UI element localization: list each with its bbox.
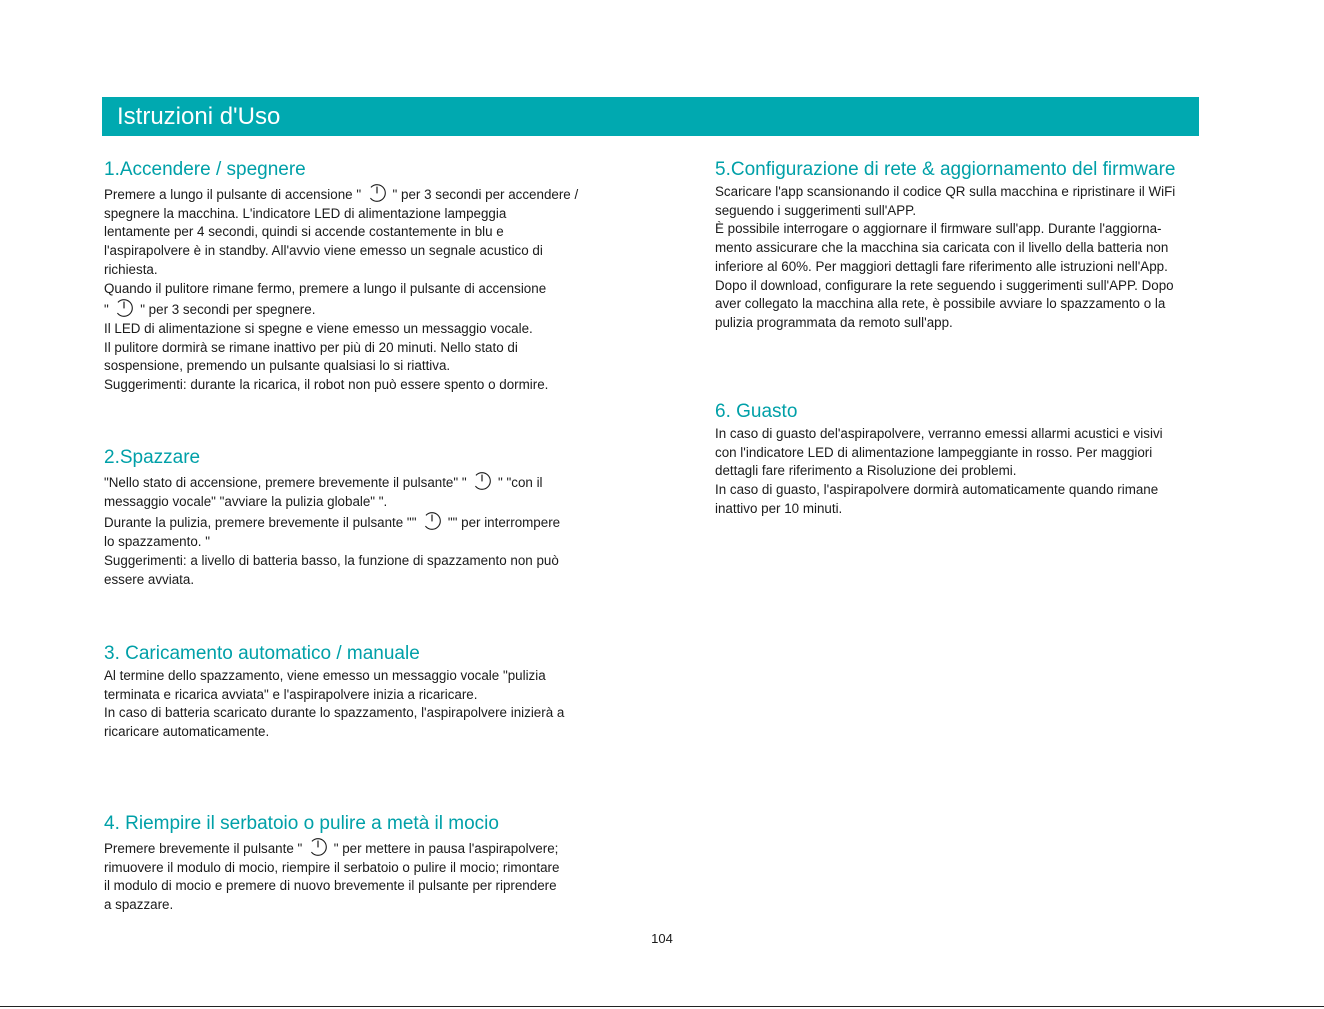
text-run: lo spazzamento. "	[104, 534, 210, 550]
text-line	[104, 471, 624, 493]
text-run: "	[104, 302, 113, 318]
section-charging	[104, 642, 624, 742]
text-line	[715, 239, 1235, 258]
section-fill-tank	[104, 812, 624, 915]
text-line	[104, 376, 624, 395]
text-run: Durante la pulizia, premere brevemente il pulsante ""	[104, 515, 421, 531]
text-line	[715, 258, 1235, 277]
text-line	[715, 183, 1235, 202]
text-line	[715, 220, 1235, 239]
section-network-firmware	[715, 158, 1235, 333]
text-line	[715, 444, 1235, 463]
page-number: 104	[651, 931, 673, 946]
text-run: mento assicurare che la macchina sia caricata con il livello della batteria non	[715, 240, 1169, 256]
text-line	[104, 242, 624, 261]
section-sweeping	[104, 446, 624, 589]
power-icon	[114, 298, 134, 318]
text-run: sospensione, premendo un pulsante qualsiasi lo si riattiva.	[104, 358, 451, 374]
text-run: " per 3 secondi per spegnere.	[136, 302, 316, 318]
text-run: aver collegato la macchina alla rete, è possibile avviare lo spazzamento o la	[715, 296, 1166, 312]
text-line	[715, 277, 1235, 296]
text-run: " per 3 secondi per accendere /	[388, 187, 579, 202]
section-body	[104, 183, 624, 395]
text-line	[104, 859, 624, 878]
power-icon	[422, 511, 442, 531]
text-run: Suggerimenti: durante la ricarica, il robot non può essere spento o dormire.	[104, 377, 549, 393]
text-run: inferiore al 60%. Per maggiori dettagli fare riferimento alle istruzioni nell'App.	[715, 258, 1168, 274]
text-run: a spazzare.	[104, 897, 174, 913]
section-title: 4. Riempire il serbatoio o pulire a metà il mocio	[104, 813, 499, 834]
text-run: "" per interrompere	[444, 515, 561, 531]
text-run: spegnere la macchina. L'indicatore LED di alimentazione lampeggia	[104, 205, 507, 221]
text-line	[715, 202, 1235, 221]
text-line	[104, 298, 624, 320]
text-run: terminata e ricarica avviata" e l'aspirapolvere inizia a ricaricare.	[104, 686, 478, 702]
text-run: Il pulitore dormirà se rimane inattivo per più di 20 minuti. Nello stato di	[104, 339, 518, 355]
header-bar	[102, 97, 1199, 136]
text-run: richiesta.	[104, 261, 158, 277]
text-run: seguendo i suggerimenti sull'APP.	[715, 202, 917, 218]
text-run: Il LED di alimentazione si spegne e viene emesso un messaggio vocale.	[104, 320, 533, 336]
power-icon	[367, 183, 387, 203]
text-line	[715, 295, 1235, 314]
text-line	[104, 723, 624, 742]
text-line	[104, 223, 624, 242]
text-line	[104, 183, 624, 205]
text-line	[104, 704, 624, 723]
text-run: il modulo di mocio e premere di nuovo brevemente il pulsante per riprendere	[104, 878, 557, 894]
section-body	[715, 183, 1235, 333]
text-run: con l'indicatore LED di alimentazione lampeggiante in rosso. Per maggiori	[715, 444, 1153, 460]
text-line	[104, 205, 624, 224]
text-run: In caso di guasto del'aspirapolvere, verranno emessi allarmi acustici e visivi	[715, 426, 1163, 441]
text-line	[715, 425, 1235, 444]
text-run: Dopo il download, configurare la rete seguendo i suggerimenti sull'APP. Dopo	[715, 277, 1174, 293]
text-line	[104, 571, 624, 590]
text-line	[104, 686, 624, 705]
section-title: 5.Configurazione di rete & aggiornamento del firmware	[715, 159, 1176, 180]
section-fault	[715, 400, 1235, 519]
text-run: ricaricare automaticamente.	[104, 724, 270, 740]
section-title: 3. Caricamento automatico / manuale	[104, 643, 420, 664]
text-run: messaggio vocale" "avviare la pulizia globale" ".	[104, 493, 388, 509]
text-run: "Nello stato di accensione, premere brevemente il pulsante" "	[104, 475, 471, 490]
text-run: In caso di batteria scaricato durante lo spazzamento, l'aspirapolvere inizierà a	[104, 705, 565, 721]
text-line	[104, 837, 624, 859]
section-body	[104, 837, 624, 915]
text-run: dettagli fare riferimento a Risoluzione dei problemi.	[715, 463, 1017, 479]
text-line	[104, 667, 624, 686]
text-line	[104, 877, 624, 896]
page-title: Istruzioni d'Uso	[117, 103, 281, 130]
text-line	[104, 280, 624, 299]
text-line	[104, 533, 624, 552]
section-title: 1.Accendere / spegnere	[104, 159, 306, 180]
text-line	[104, 261, 624, 280]
section-title: 6. Guasto	[715, 401, 798, 422]
section-body	[715, 425, 1235, 519]
section-body	[104, 667, 624, 742]
text-run: " per mettere in pausa l'aspirapolvere;	[330, 841, 559, 856]
text-line	[715, 500, 1235, 519]
text-run: In caso di guasto, l'aspirapolvere dormirà automaticamente quando rimane	[715, 482, 1159, 498]
text-run: l'aspirapolvere è in standby. All'avvio viene emesso un segnale acustico di	[104, 243, 543, 259]
text-run: lentamente per 4 secondi, quindi si accende costantemente in blu e	[104, 224, 504, 240]
text-run: " "con il	[494, 475, 543, 490]
text-run: Premere brevemente il pulsante "	[104, 841, 306, 856]
text-run: Quando il pulitore rimane fermo, premere a lungo il pulsante di accensione	[104, 280, 547, 296]
text-line	[104, 511, 624, 533]
text-run: rimuovere il modulo di mocio, riempire il serbatoio o pulire il mocio; rimontare	[104, 859, 560, 875]
text-line	[715, 481, 1235, 500]
text-line	[104, 339, 624, 358]
text-run: Al termine dello spazzamento, viene emesso un messaggio vocale "pulizia	[104, 668, 546, 683]
text-line	[104, 320, 624, 339]
text-line	[715, 462, 1235, 481]
text-run: inattivo per 10 minuti.	[715, 500, 843, 516]
text-run: Scaricare l'app scansionando il codice QR sulla macchina e ripristinare il WiFi	[715, 184, 1176, 199]
text-line	[104, 896, 624, 915]
power-icon	[308, 837, 328, 857]
text-line	[715, 314, 1235, 333]
text-line	[104, 552, 624, 571]
section-body	[104, 471, 624, 589]
bottom-divider	[0, 1006, 1324, 1007]
text-line	[104, 357, 624, 376]
text-run: È possibile interrogare o aggiornare il firmware sull'app. Durante l'aggiorna-	[715, 221, 1162, 237]
text-run: essere avviata.	[104, 571, 195, 587]
text-run: Suggerimenti: a livello di batteria basso, la funzione di spazzamento non può	[104, 552, 559, 568]
section-title: 2.Spazzare	[104, 447, 201, 468]
text-line	[104, 493, 624, 512]
text-run: pulizia programmata da remoto sull'app.	[715, 314, 953, 330]
power-icon	[472, 471, 492, 491]
text-run: Premere a lungo il pulsante di accensione "	[104, 187, 365, 202]
section-power-on-off	[104, 158, 624, 395]
